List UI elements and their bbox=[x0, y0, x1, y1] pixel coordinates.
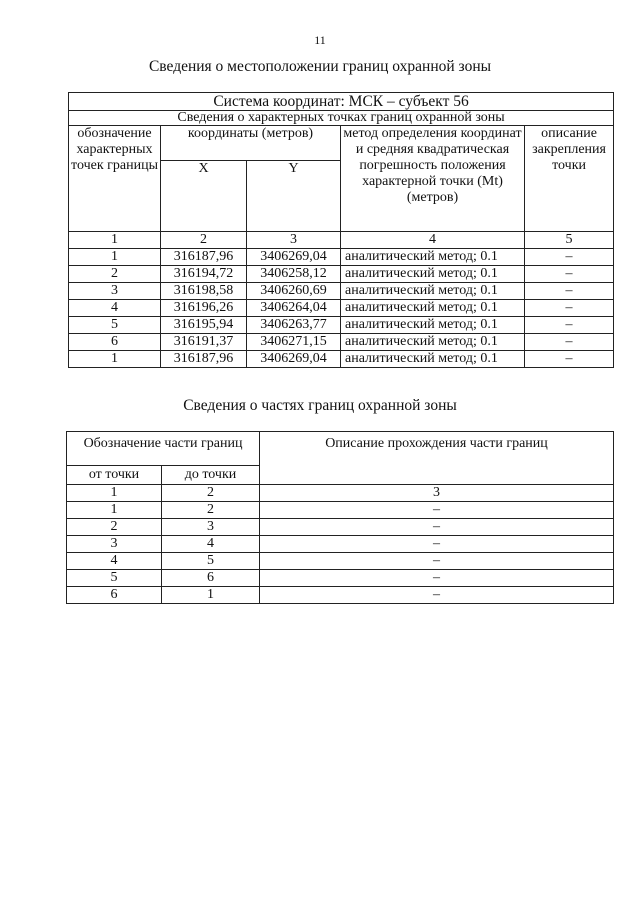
table-row bbox=[67, 536, 614, 553]
description-cell: – bbox=[525, 317, 614, 334]
boundary-parts-table bbox=[66, 431, 614, 604]
table-row bbox=[67, 502, 614, 519]
column-number: 2 bbox=[162, 485, 260, 502]
passage-description-cell: – bbox=[260, 502, 614, 519]
header-description: описание закрепления точки bbox=[525, 126, 614, 232]
header-part-designation: Обозначение части границ bbox=[67, 432, 260, 466]
passage-description-cell: – bbox=[260, 570, 614, 587]
from-point-cell: 5 bbox=[67, 570, 162, 587]
column-number: 1 bbox=[67, 485, 162, 502]
column-numbering-row bbox=[67, 485, 614, 502]
to-point-cell: 6 bbox=[162, 570, 260, 587]
x-coordinate-cell: 316196,26 bbox=[161, 300, 247, 317]
table-subtitle-cell: Сведения о характерных точках границ охранной зоны bbox=[69, 111, 614, 126]
method-cell: аналитический метод; 0.1 bbox=[341, 266, 525, 283]
point-number-cell: 2 bbox=[69, 266, 161, 283]
coordinate-system-cell: Система координат: МСК – субъект 56 bbox=[69, 93, 614, 111]
point-number-cell: 1 bbox=[69, 249, 161, 266]
y-coordinate-cell: 3406269,04 bbox=[247, 351, 341, 368]
y-coordinate-cell: 3406269,04 bbox=[247, 249, 341, 266]
description-cell: – bbox=[525, 266, 614, 283]
passage-description-cell: – bbox=[260, 519, 614, 536]
x-coordinate-cell: 316198,58 bbox=[161, 283, 247, 300]
y-coordinate-cell: 3406258,12 bbox=[247, 266, 341, 283]
header-coordinates: координаты (метров) bbox=[161, 126, 341, 161]
method-cell: аналитический метод; 0.1 bbox=[341, 283, 525, 300]
point-number-cell: 3 bbox=[69, 283, 161, 300]
from-point-cell: 1 bbox=[67, 502, 162, 519]
point-number-cell: 5 bbox=[69, 317, 161, 334]
from-point-cell: 6 bbox=[67, 587, 162, 604]
method-cell: аналитический метод; 0.1 bbox=[341, 249, 525, 266]
y-coordinate-cell: 3406271,15 bbox=[247, 334, 341, 351]
passage-description-cell: – bbox=[260, 553, 614, 570]
point-number-cell: 6 bbox=[69, 334, 161, 351]
method-cell: аналитический метод; 0.1 bbox=[341, 317, 525, 334]
to-point-cell: 3 bbox=[162, 519, 260, 536]
column-numbering-row bbox=[69, 232, 614, 249]
from-point-cell: 3 bbox=[67, 536, 162, 553]
passage-description-cell: – bbox=[260, 536, 614, 553]
section-title-parts: Сведения о частях границ охранной зоны bbox=[183, 397, 457, 414]
table-row bbox=[67, 519, 614, 536]
y-coordinate-cell: 3406260,69 bbox=[247, 283, 341, 300]
table-row bbox=[67, 587, 614, 604]
point-number-cell: 4 bbox=[69, 300, 161, 317]
table-row bbox=[69, 266, 614, 283]
description-cell: – bbox=[525, 334, 614, 351]
header-method: метод определения координат и средняя квадратическая погрешность положения характерной точки (Mt) (метров) bbox=[341, 126, 525, 232]
description-cell: – bbox=[525, 351, 614, 368]
header-to-point: до точки bbox=[162, 466, 260, 485]
y-coordinate-cell: 3406264,04 bbox=[247, 300, 341, 317]
header-point-designation: обозначение характерных точек границы bbox=[69, 126, 161, 232]
description-cell: – bbox=[525, 249, 614, 266]
header-y: Y bbox=[247, 161, 341, 232]
x-coordinate-cell: 316187,96 bbox=[161, 249, 247, 266]
description-cell: – bbox=[525, 283, 614, 300]
section-title-boundaries: Сведения о местоположении границ охранной зоны bbox=[148, 58, 492, 75]
column-number: 2 bbox=[161, 232, 247, 249]
to-point-cell: 2 bbox=[162, 502, 260, 519]
header-x: X bbox=[161, 161, 247, 232]
to-point-cell: 4 bbox=[162, 536, 260, 553]
description-cell: – bbox=[525, 300, 614, 317]
x-coordinate-cell: 316194,72 bbox=[161, 266, 247, 283]
header-from-point: от точки bbox=[67, 466, 162, 485]
column-number: 4 bbox=[341, 232, 525, 249]
column-number: 1 bbox=[69, 232, 161, 249]
from-point-cell: 4 bbox=[67, 553, 162, 570]
y-coordinate-cell: 3406263,77 bbox=[247, 317, 341, 334]
table-row bbox=[69, 283, 614, 300]
table-row bbox=[69, 351, 614, 368]
x-coordinate-cell: 316195,94 bbox=[161, 317, 247, 334]
to-point-cell: 1 bbox=[162, 587, 260, 604]
from-point-cell: 2 bbox=[67, 519, 162, 536]
point-number-cell: 1 bbox=[69, 351, 161, 368]
table-row bbox=[67, 570, 614, 587]
column-number: 3 bbox=[247, 232, 341, 249]
x-coordinate-cell: 316187,96 bbox=[161, 351, 247, 368]
page-number: 11 bbox=[314, 33, 326, 47]
method-cell: аналитический метод; 0.1 bbox=[341, 300, 525, 317]
table-row bbox=[69, 334, 614, 351]
table-row bbox=[69, 300, 614, 317]
to-point-cell: 5 bbox=[162, 553, 260, 570]
boundary-points-table bbox=[68, 92, 614, 368]
table-row bbox=[67, 553, 614, 570]
x-coordinate-cell: 316191,37 bbox=[161, 334, 247, 351]
method-cell: аналитический метод; 0.1 bbox=[341, 334, 525, 351]
column-number: 5 bbox=[525, 232, 614, 249]
table-row bbox=[69, 249, 614, 266]
method-cell: аналитический метод; 0.1 bbox=[341, 351, 525, 368]
passage-description-cell: – bbox=[260, 587, 614, 604]
column-number: 3 bbox=[260, 485, 614, 502]
header-passage-description: Описание прохождения части границ bbox=[260, 432, 614, 485]
table-row bbox=[69, 317, 614, 334]
